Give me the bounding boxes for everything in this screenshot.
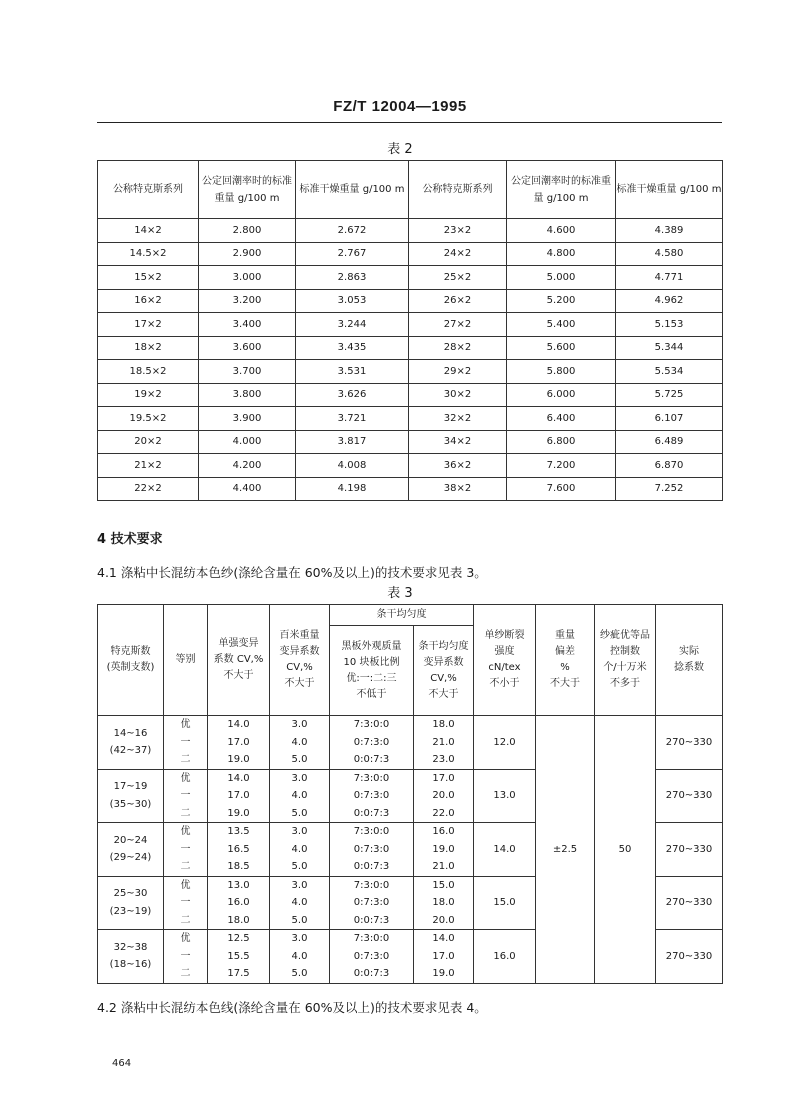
table2-cell: 4.580: [616, 242, 723, 266]
table3-weight-cv-cell: 3.0: [270, 769, 330, 787]
table2-cell: 14.5×2: [98, 242, 199, 266]
table3-cv-cell: 18.0: [208, 912, 270, 930]
table3-grade-cell: 优: [164, 716, 208, 734]
t3-head-evenness: 条干均匀度: [330, 605, 474, 626]
table2-cell: 4.962: [616, 289, 723, 313]
table2-cell: 4.200: [199, 454, 296, 478]
table3-blackboard-cell: 0:7:3:0: [330, 894, 414, 912]
table3-cv-cell: 12.5: [208, 930, 270, 948]
header-rule: [97, 122, 722, 123]
table3-cv-cell: 19.0: [208, 751, 270, 769]
table3-evenness-cv-cell: 17.0: [414, 769, 474, 787]
table3: [97, 604, 723, 984]
table2-cell: 5.153: [616, 313, 723, 337]
t3-head-cv-evenness: [414, 626, 474, 716]
table2-cell: 25×2: [409, 266, 507, 290]
table3-grade-cell: 二: [164, 858, 208, 876]
table3-blackboard-cell: 0:0:7:3: [330, 751, 414, 769]
table2-cell: 4.198: [296, 477, 409, 501]
table3-grade-cell: 一: [164, 948, 208, 966]
table2-cell: 6.000: [507, 383, 616, 407]
tex-line: (18~16): [109, 959, 152, 971]
table2-cell: 18.5×2: [98, 360, 199, 384]
table3-strength-cell: 13.0: [474, 769, 536, 823]
table3-grade-cell: 优: [164, 876, 208, 894]
table3-weight-cv-cell: 5.0: [270, 805, 330, 823]
table2-cell: 4.600: [507, 219, 616, 243]
table3-weight-cv-cell: 4.0: [270, 787, 330, 805]
table3-cv-cell: 13.0: [208, 876, 270, 894]
header-line: CV,%: [430, 672, 457, 684]
table3-grade-cell: 一: [164, 734, 208, 752]
table3-twist-cell: 270~330: [656, 876, 723, 930]
table2-cell: 22×2: [98, 477, 199, 501]
t2-head-tex-left: 公称特克斯系列: [98, 161, 199, 219]
table2-row: [98, 407, 723, 431]
table3-blackboard-cell: 7:3:0:0: [330, 930, 414, 948]
table3-blackboard-cell: 0:0:7:3: [330, 965, 414, 983]
table2-row: [98, 383, 723, 407]
table2-cell: 21×2: [98, 454, 199, 478]
table2-cell: 28×2: [409, 336, 507, 360]
header-line: 百米重量: [279, 630, 320, 641]
table3-weight-cv-cell: 3.0: [270, 876, 330, 894]
header-line: 不大于: [550, 678, 580, 689]
header-line: 系数 CV,%: [213, 654, 264, 665]
header-line: 变异系数: [423, 656, 464, 668]
header-line: 不大于: [428, 688, 459, 700]
header-line: (英制支数): [106, 662, 155, 673]
table3-cv-cell: 15.5: [208, 948, 270, 966]
table2-cell: 19.5×2: [98, 407, 199, 431]
header-line: 实际: [679, 646, 699, 657]
table2-row: [98, 242, 723, 266]
table3-cv-cell: 18.5: [208, 858, 270, 876]
table3-evenness-cv-cell: 16.0: [414, 823, 474, 841]
table2-cell: 30×2: [409, 383, 507, 407]
table3-weight-cv-cell: 4.0: [270, 948, 330, 966]
table3-grade-cell: 一: [164, 841, 208, 859]
table2-cell: 3.400: [199, 313, 296, 337]
table2-cell: 2.863: [296, 266, 409, 290]
table3-weight-cv-cell: 3.0: [270, 716, 330, 734]
table3-weight-cv-cell: 5.0: [270, 751, 330, 769]
table2-cell: 16×2: [98, 289, 199, 313]
table3-blackboard-cell: 0:7:3:0: [330, 734, 414, 752]
table3-evenness-cv-cell: 21.0: [414, 734, 474, 752]
header-line: 不大于: [223, 670, 254, 681]
table2-cell: 2.767: [296, 242, 409, 266]
table2-cell: 3.531: [296, 360, 409, 384]
table3-row: [98, 716, 723, 734]
tex-line: 14~16: [113, 727, 148, 739]
table2-cell: 19×2: [98, 383, 199, 407]
table2-cell: 2.900: [199, 242, 296, 266]
table2-row: [98, 360, 723, 384]
header-line: 重量: [555, 630, 575, 641]
table3-grade-cell: 二: [164, 751, 208, 769]
header-line: 特克斯数: [110, 646, 151, 657]
tex-line: (42~37): [109, 745, 152, 757]
table3-blackboard-cell: 7:3:0:0: [330, 769, 414, 787]
table2-cell: 23×2: [409, 219, 507, 243]
table2-cell: 5.200: [507, 289, 616, 313]
table2-cell: 5.000: [507, 266, 616, 290]
header-line: 控制数: [610, 646, 640, 657]
table2-cell: 4.389: [616, 219, 723, 243]
table3-weight-dev-cell: ±2.5: [536, 716, 595, 984]
t3-head-blackboard: [330, 626, 414, 716]
table3-cv-cell: 17.5: [208, 965, 270, 983]
t3-head-strength: [474, 605, 536, 716]
t3-head-tex-lines: [98, 644, 163, 676]
table2-cell: 5.600: [507, 336, 616, 360]
table2-cell: 2.672: [296, 219, 409, 243]
table2-header-row: [98, 161, 723, 219]
table3-evenness-cv-cell: 20.0: [414, 912, 474, 930]
table2-cell: 5.800: [507, 360, 616, 384]
tex-line: 17~19: [113, 781, 148, 793]
table2-cell: 4.400: [199, 477, 296, 501]
header-line: 强度: [494, 646, 515, 657]
table2-cell: 3.900: [199, 407, 296, 431]
table2: [97, 160, 723, 501]
table3-caption: 表 3: [387, 586, 413, 601]
table3-evenness-cv-cell: 18.0: [414, 716, 474, 734]
table2-cell: 4.771: [616, 266, 723, 290]
table3-evenness-cv-cell: 19.0: [414, 965, 474, 983]
header-line: 纱疵优等品: [600, 630, 650, 641]
table3-neps-cell: 50: [595, 716, 656, 984]
header-line: 条干均匀度: [418, 640, 469, 652]
table3-grade-cell: 优: [164, 769, 208, 787]
table3-weight-cv-cell: 4.0: [270, 894, 330, 912]
section-4-title: 4 技术要求: [97, 532, 163, 547]
header-line: 不多于: [610, 678, 640, 689]
table2-cell: 3.700: [199, 360, 296, 384]
table3-header-row-1: [98, 605, 723, 626]
table2-cell: 24×2: [409, 242, 507, 266]
header-line: 黑板外观质量: [341, 640, 402, 652]
table2-cell: 4.000: [199, 430, 296, 454]
table2-cell: 36×2: [409, 454, 507, 478]
table3-evenness-cv-cell: 18.0: [414, 894, 474, 912]
table2-row: [98, 266, 723, 290]
header-line: 不小于: [489, 678, 520, 689]
table3-weight-cv-cell: 5.0: [270, 965, 330, 983]
table3-grade-cell: 优: [164, 823, 208, 841]
table2-cell: 4.008: [296, 454, 409, 478]
paragraph-4-1: 4.1 涤粘中长混纺本色纱(涤纶含量在 60%及以上)的技术要求见表 3。: [97, 565, 487, 580]
table3-evenness-cv-cell: 22.0: [414, 805, 474, 823]
table3-weight-cv-cell: 4.0: [270, 841, 330, 859]
header-line: 单强变异: [218, 638, 259, 649]
t3-head-cv-single: [208, 605, 270, 716]
t2-head-std-left: 公定回潮率时的标准重量 g/100 m: [199, 161, 296, 219]
table3-twist-cell: 270~330: [656, 823, 723, 877]
table2-cell: 7.600: [507, 477, 616, 501]
table2-cell: 5.534: [616, 360, 723, 384]
table3-grade-cell: 二: [164, 965, 208, 983]
t2-head-dry-right: 标准干燥重量 g/100 m: [616, 161, 723, 219]
table3-tex-cell: [98, 823, 164, 877]
table2-cell: 20×2: [98, 430, 199, 454]
table3-strength-cell: 15.0: [474, 876, 536, 930]
header-line: 个/十万米: [603, 662, 647, 673]
table3-twist-cell: 270~330: [656, 930, 723, 984]
header-line: 偏差: [555, 646, 575, 657]
table3-cv-cell: 16.5: [208, 841, 270, 859]
table3-cv-cell: 19.0: [208, 805, 270, 823]
table2-cell: 15×2: [98, 266, 199, 290]
table3-evenness-cv-cell: 23.0: [414, 751, 474, 769]
table2-row: [98, 289, 723, 313]
header-line: 单纱断裂: [484, 630, 525, 641]
table3-blackboard-cell: 0:0:7:3: [330, 858, 414, 876]
table2-cell: 6.400: [507, 407, 616, 431]
table3-cv-cell: 13.5: [208, 823, 270, 841]
table3-cv-cell: 14.0: [208, 769, 270, 787]
table3-grade-cell: 优: [164, 930, 208, 948]
table3-blackboard-cell: 7:3:0:0: [330, 876, 414, 894]
table2-cell: 26×2: [409, 289, 507, 313]
table2-cell: 7.252: [616, 477, 723, 501]
header-line: 10 块板比例: [343, 656, 400, 668]
table3-evenness-cv-cell: 14.0: [414, 930, 474, 948]
standard-code-header: FZ/T 12004—1995: [333, 98, 467, 115]
tex-line: 32~38: [113, 941, 148, 953]
table2-cell: 5.344: [616, 336, 723, 360]
table3-blackboard-cell: 0:7:3:0: [330, 841, 414, 859]
header-line: 不低于: [356, 688, 387, 700]
table2-row: [98, 454, 723, 478]
table2-cell: 3.435: [296, 336, 409, 360]
table3-tex-cell: [98, 876, 164, 930]
table2-cell: 3.000: [199, 266, 296, 290]
table3-evenness-cv-cell: 15.0: [414, 876, 474, 894]
table3-blackboard-cell: 0:7:3:0: [330, 948, 414, 966]
header-line: 变异系数: [279, 646, 320, 657]
table2-cell: 3.626: [296, 383, 409, 407]
table2-cell: 27×2: [409, 313, 507, 337]
header-line: 不大于: [284, 678, 315, 689]
table3-evenness-cv-cell: 17.0: [414, 948, 474, 966]
t3-head-weight-dev: [536, 605, 595, 716]
tex-line: 20~24: [113, 834, 148, 846]
table2-cell: 6.870: [616, 454, 723, 478]
table3-grade-cell: 二: [164, 912, 208, 930]
tex-line: (29~24): [109, 852, 152, 864]
t2-head-tex-right: 公称特克斯系列: [409, 161, 507, 219]
table3-blackboard-cell: 7:3:0:0: [330, 716, 414, 734]
table3-cv-cell: 14.0: [208, 716, 270, 734]
t2-head-std-right: 公定回潮率时的标准重量 g/100 m: [507, 161, 616, 219]
table3-cv-cell: 16.0: [208, 894, 270, 912]
table3-tex-cell: [98, 716, 164, 770]
header-line: 捻系数: [674, 662, 704, 673]
page-number: 464: [112, 1058, 132, 1069]
table3-strength-cell: 16.0: [474, 930, 536, 984]
table2-cell: 5.400: [507, 313, 616, 337]
header-line: cN/tex: [488, 662, 521, 673]
table3-blackboard-cell: 7:3:0:0: [330, 823, 414, 841]
table3-cv-cell: 17.0: [208, 787, 270, 805]
table3-weight-cv-cell: 4.0: [270, 734, 330, 752]
paragraph-4-2: 4.2 涤粘中长混纺本色线(涤纶含量在 60%及以上)的技术要求见表 4。: [97, 1000, 487, 1015]
table3-blackboard-cell: 0:7:3:0: [330, 787, 414, 805]
table2-cell: 3.600: [199, 336, 296, 360]
table2-cell: 2.800: [199, 219, 296, 243]
header-line: %: [560, 662, 570, 673]
table2-cell: 3.800: [199, 383, 296, 407]
table2-row: [98, 313, 723, 337]
table3-strength-cell: 12.0: [474, 716, 536, 770]
t3-head-cv-100m: [270, 605, 330, 716]
table3-twist-cell: 270~330: [656, 716, 723, 770]
table3-evenness-cv-cell: 21.0: [414, 858, 474, 876]
table3-weight-cv-cell: 5.0: [270, 912, 330, 930]
table2-row: [98, 219, 723, 243]
table3-grade-cell: 一: [164, 894, 208, 912]
table2-cell: 38×2: [409, 477, 507, 501]
t2-head-dry-left: 标准干燥重量 g/100 m: [296, 161, 409, 219]
table2-cell: 6.489: [616, 430, 723, 454]
tex-line: (35~30): [109, 798, 152, 810]
table2-cell: 34×2: [409, 430, 507, 454]
table2-cell: 29×2: [409, 360, 507, 384]
table2-cell: 5.725: [616, 383, 723, 407]
t3-head-neps: [595, 605, 656, 716]
table3-blackboard-cell: 0:0:7:3: [330, 805, 414, 823]
t3-head-twist: [656, 605, 723, 716]
table2-row: [98, 336, 723, 360]
table2-caption: 表 2: [387, 142, 413, 157]
table2-cell: 3.817: [296, 430, 409, 454]
t3-head-tex: [98, 605, 164, 716]
table2-cell: 14×2: [98, 219, 199, 243]
table3-cv-cell: 17.0: [208, 734, 270, 752]
table2-cell: 32×2: [409, 407, 507, 431]
table2-cell: 18×2: [98, 336, 199, 360]
table2-cell: 17×2: [98, 313, 199, 337]
table2-cell: 3.053: [296, 289, 409, 313]
tex-line: 25~30: [113, 888, 148, 900]
table3-weight-cv-cell: 3.0: [270, 930, 330, 948]
table2-cell: 6.107: [616, 407, 723, 431]
table2-cell: 7.200: [507, 454, 616, 478]
header-line: 优:一:二:三: [346, 672, 397, 684]
table3-strength-cell: 14.0: [474, 823, 536, 877]
table2-cell: 4.800: [507, 242, 616, 266]
header-line: CV,%: [286, 662, 313, 673]
table2-row: [98, 477, 723, 501]
table3-weight-cv-cell: 5.0: [270, 858, 330, 876]
table3-grade-cell: 二: [164, 805, 208, 823]
table3-twist-cell: 270~330: [656, 769, 723, 823]
table3-weight-cv-cell: 3.0: [270, 823, 330, 841]
table2-cell: 3.200: [199, 289, 296, 313]
t3-head-grade: 等别: [164, 605, 208, 716]
table3-evenness-cv-cell: 20.0: [414, 787, 474, 805]
table2-cell: 3.244: [296, 313, 409, 337]
table3-tex-cell: [98, 930, 164, 984]
table3-grade-cell: 一: [164, 787, 208, 805]
table3-blackboard-cell: 0:0:7:3: [330, 912, 414, 930]
table2-row: [98, 430, 723, 454]
tex-line: (23~19): [109, 905, 152, 917]
table3-evenness-cv-cell: 19.0: [414, 841, 474, 859]
table2-cell: 3.721: [296, 407, 409, 431]
table2-cell: 6.800: [507, 430, 616, 454]
table3-tex-cell: [98, 769, 164, 823]
